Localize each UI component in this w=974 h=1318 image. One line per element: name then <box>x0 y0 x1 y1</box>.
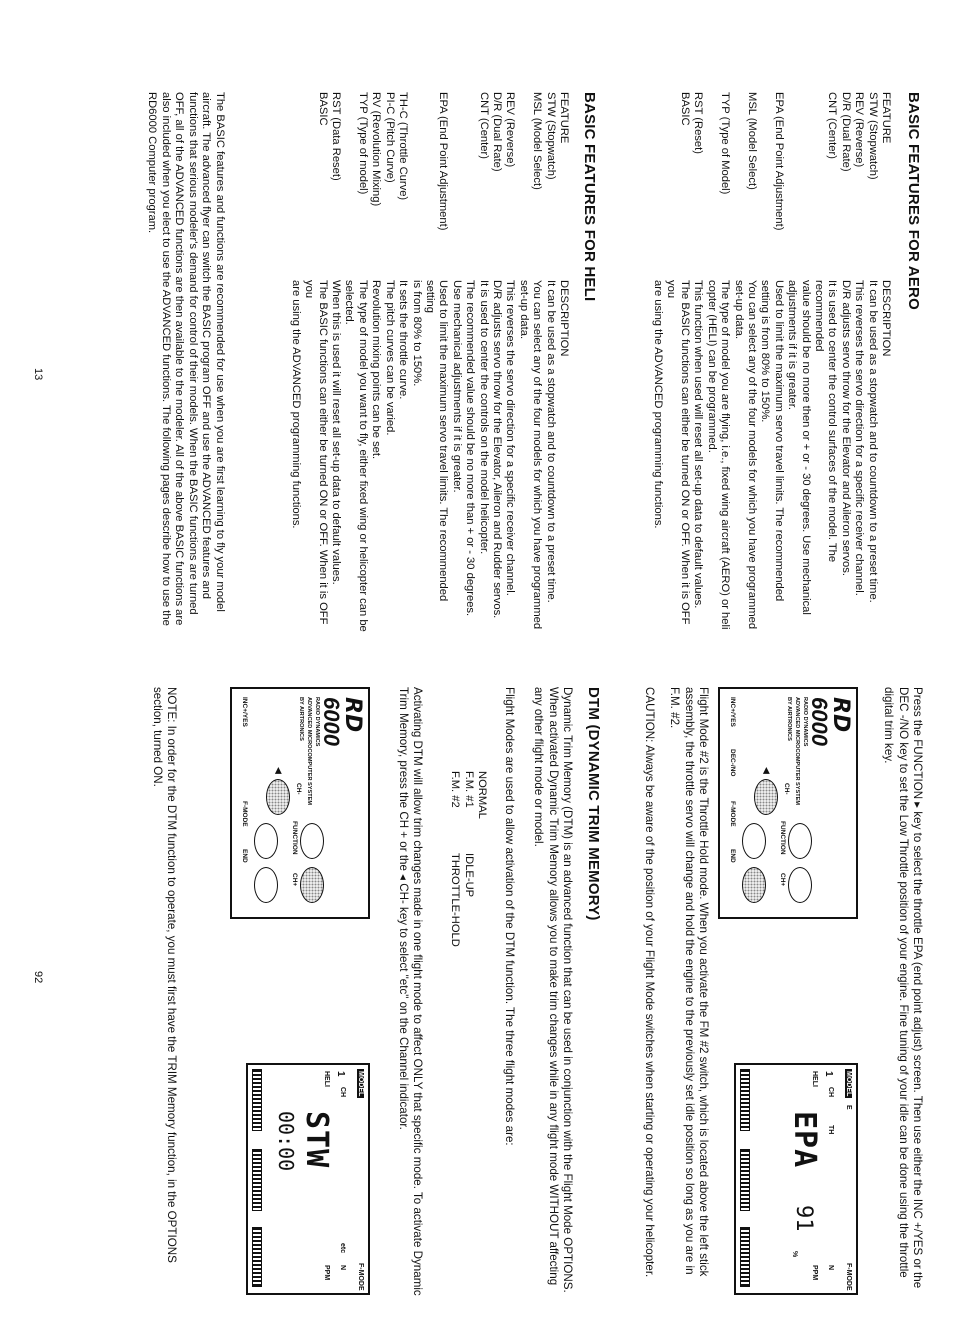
heli-heading: BASIC FEATURES FOR HELI <box>581 92 598 302</box>
function-label: FUNCTION <box>291 821 298 855</box>
feature-name: STW (Stopwatch) <box>866 92 879 180</box>
feature-row <box>288 92 328 632</box>
ch-plus-label: CH+ <box>291 873 298 887</box>
panel-logo: RD <box>828 697 853 733</box>
feature-row <box>342 92 369 632</box>
feature-name: MSL (Model Select) <box>745 92 758 190</box>
description-line: are using the ADVANCED programming functions. <box>652 280 665 529</box>
ch-minus-label: CH- <box>295 783 302 795</box>
panel2-sub1: ADVANCED MICROCOMPUTER SYSTEM <box>306 697 312 806</box>
lcd2-one: 1 <box>335 1071 346 1077</box>
lcd2-ppm-label: PPM <box>323 1265 330 1281</box>
ch-minus-button[interactable] <box>266 779 290 815</box>
feature-description <box>852 280 865 632</box>
description-line: setting is from 80% to 150%. <box>759 280 772 423</box>
flight-mode-name: F.M. #2 <box>449 771 462 808</box>
function-up-button[interactable] <box>788 823 812 859</box>
lcd2-n-label: N <box>339 1265 346 1271</box>
description-line: This reverses the servo direction for a specific receiver channel. <box>853 280 866 596</box>
lcd2-heli-label: HELI <box>323 1071 330 1087</box>
lcd2-value: 00:00 <box>274 1111 298 1172</box>
lcd1-trim-bar-3 <box>740 1227 750 1287</box>
feature-name: D/R (Dual Rate) <box>490 92 503 172</box>
feature-name: EPA (End Point Adjustment) <box>772 92 785 231</box>
panel2-brand: RADIO DYNAMICS <box>314 697 320 747</box>
flight-mode-name: NORMAL <box>476 771 488 819</box>
description-line: adjustments if it is greater. <box>786 280 799 410</box>
description-line: It is used to center the controls on the model helicopter. <box>477 280 490 555</box>
feature-name: RST (Reset) <box>692 92 705 154</box>
intro-paragraph: Press the FUNCTION ▸ key to select the throttle EPA (end point adjust) screen. Then use either the INC +/YES or the DEC -/NO key to set the Low Throttle position of your engine. Fine tuning of your idle can be done using the throttle digital trim key. <box>882 687 924 1289</box>
lcd1-heli-label: HELI <box>811 1071 818 1087</box>
feature-name: TYP (Type of model) <box>356 92 369 195</box>
feature-description <box>516 280 543 632</box>
feature-description <box>731 280 758 632</box>
feature-description <box>288 280 328 632</box>
dtm-heading: DTM (DYNAMIC TRIM MEMORY) <box>585 687 602 921</box>
transmitter-panel-2 <box>230 687 370 919</box>
description-line: is from 80% to 150%. <box>410 280 423 387</box>
lcd1-n-label: N <box>827 1265 834 1271</box>
feature-name: CNT (Center) <box>826 92 839 159</box>
panel-sub2: BY AIRTRONICS <box>786 697 792 741</box>
feature-name: D/R (Dual Rate) <box>839 92 852 172</box>
feature-description <box>503 280 516 632</box>
panel2-logo-number: 6000 <box>319 697 344 746</box>
lcd-screen-epa <box>734 1063 858 1295</box>
lcd1-ch-label: CH <box>827 1087 834 1098</box>
flight-mode-value: THROTTLE-HOLD <box>449 853 462 947</box>
description-line: You can select any of the four models for which you have programmed <box>531 280 544 630</box>
feature-name: BASIC <box>678 92 691 126</box>
feature-row <box>704 92 731 632</box>
page-number-92: 92 <box>32 971 44 984</box>
inc-yes-label: INC+/YES <box>729 697 736 727</box>
flight-mode-name: F.M. #1 <box>462 771 475 808</box>
description-line: D/R adjusts servo throw for the Elevator, Aileron and Rudder servos. <box>490 280 503 619</box>
lcd2-trim-bar-1 <box>252 1069 262 1131</box>
lcd2-etc-label: etc <box>339 1243 346 1254</box>
ch-minus-label: CH- <box>783 783 790 795</box>
feature-row <box>758 92 785 632</box>
feature-name: RV (Revolution Mixing) <box>370 92 383 207</box>
feature-row <box>543 92 556 632</box>
feature-row <box>852 92 865 632</box>
ch-plus-button[interactable] <box>300 867 324 903</box>
lcd2-trim-bar-2 <box>252 1149 262 1211</box>
feature-row <box>382 92 395 632</box>
feature-row <box>785 92 839 632</box>
lcd1-ppm-label: PPM <box>811 1265 818 1281</box>
description-line: The recommended value should be no more than + or - 30 degrees. <box>464 280 477 617</box>
panel2-sub2: BY AIRTRONICS <box>298 697 304 741</box>
dec-no-label: DEC-/NO <box>729 749 736 777</box>
inc-yes-label: INC+/YES <box>241 697 248 727</box>
feature-row <box>329 92 342 632</box>
feature-name: TH-C (Throttle Curve) <box>397 92 410 201</box>
function-down-button[interactable] <box>254 823 278 859</box>
feature-name: BASIC <box>316 92 329 126</box>
lcd2-main-text: STW <box>299 1111 334 1169</box>
lcd1-trim-bar-2 <box>740 1149 750 1211</box>
description-line: It can be used as a stopwatch and to countdown to a preset time. <box>866 280 879 603</box>
dtm-paragraph-3: Activating DTM will allow trim changes made in one flight mode to affect ONLY that specific mode. To activate Dynamic Trim Memory, press the CH + or the ◂ CH- key to select "etc" on the Channel indicator. <box>396 687 424 1296</box>
heli-header-description: DESCRIPTION <box>558 280 570 357</box>
heli-table-header <box>557 92 570 632</box>
left-page <box>0 659 974 1318</box>
feature-name: MSL (Model Select) <box>531 92 544 190</box>
lcd2-model-label: MODEL <box>357 1071 364 1097</box>
lcd1-trim-bar-1 <box>740 1069 750 1131</box>
lcd2-fmode-label: F-MODE <box>357 1263 364 1291</box>
lcd-screen-stw <box>246 1063 370 1295</box>
description-line: value should be no more then or + or - 30 degrees. Use mechanical <box>799 280 812 615</box>
feature-name: REV (Reverse) <box>504 92 517 168</box>
description-line: It can be used as a stopwatch and to countdown to a preset time. <box>544 280 557 603</box>
feature-description <box>369 280 382 632</box>
flight-mode-row <box>461 771 474 947</box>
feature-row <box>369 92 382 632</box>
heli-rows <box>288 92 556 632</box>
lcd1-e-label: E <box>845 1105 852 1110</box>
feature-description <box>838 280 851 632</box>
description-line: When this is used it will reset all set-up data to default values. <box>330 280 343 585</box>
feature-description <box>758 280 785 632</box>
dtm-paragraph-1: Dynamic Trim Memory (DTM) is an advanced function that can be used in conjunction with the Flight Mode OPTIONS. When activated Dynamic Trim Memory allows you to make trim changes while in any flight mode WITHOUT affecting any other flight mode or model. <box>532 687 574 1293</box>
flight-mode-row <box>448 771 461 947</box>
function-up-button[interactable] <box>300 823 324 859</box>
description-line: The pitch curves can be varied. <box>383 280 396 436</box>
description-line: This reverses the servo direction for a specific receiver channel. <box>504 280 517 596</box>
flight-mode-value: IDLE-UP <box>462 853 475 898</box>
page-number-13: 13 <box>32 368 44 381</box>
transmitter-panel-1 <box>718 687 858 919</box>
feature-row <box>396 92 409 632</box>
aero-rows <box>651 92 879 632</box>
description-line: It is used to center the control surfaces of the model. The recommended <box>812 280 839 563</box>
ch-plus-lower-button[interactable] <box>254 867 278 903</box>
description-line: The BASIC functions can either be turned ON or OFF. When it is OFF you <box>303 280 329 625</box>
end-label: END <box>729 849 736 863</box>
lcd1-main-text: EPA <box>787 1111 822 1169</box>
function-down-button[interactable] <box>742 823 766 859</box>
note-paragraph: NOTE: In order for the DTM function to operate, you must first have the TRIM Memory function, in the OPTIONS section, turned ON. <box>150 687 178 1263</box>
feature-description <box>342 280 369 632</box>
panel-logo-number: 6000 <box>807 697 832 746</box>
feature-description <box>490 280 503 632</box>
feature-name: STW (Stopwatch) <box>544 92 557 180</box>
aero-heading: BASIC FEATURES FOR AERO <box>905 92 922 310</box>
heli-header-feature: FEATURE <box>558 92 570 144</box>
fmode-label: F-MODE <box>241 801 248 827</box>
description-line: set-up data. <box>732 280 745 340</box>
feature-row <box>516 92 543 632</box>
feature-description <box>543 280 556 632</box>
lcd1-th-label: TH <box>827 1125 834 1135</box>
feature-row <box>503 92 516 632</box>
feature-row <box>490 92 503 632</box>
aero-feature-table <box>651 92 892 632</box>
feature-description <box>382 280 395 632</box>
caution-paragraph: CAUTION: Always be aware of the position of your Flight Mode switches when starting or operating your helicopter. <box>643 687 656 1278</box>
feature-row <box>731 92 758 632</box>
description-line: Used to limit the maximum servo travel limits. The recommended <box>772 280 785 602</box>
feature-row <box>691 92 704 632</box>
description-line: It sets the throttle curve. <box>397 280 410 400</box>
panel2-logo: RD <box>340 697 365 733</box>
triangle-left-icon: ◀ <box>762 767 772 774</box>
closing-paragraph: The BASIC features and functions are recommended for use when you are first learning to fly your model aircraft. The advanced flyer can switch the BASIC program OFF and use the ADVANCED features and functions that serious modeler's demand for control of their models. When the BASIC functions are turned OFF, all of the ADVANCED functions are then available to the modeler. All of the above BASIC functions are also included when you elect to use the ADVANCED functions. The following pages describe how to use the RD6000 Computer program. <box>146 92 226 626</box>
lcd1-fmode-label: F-MODE <box>845 1263 852 1291</box>
feature-description <box>651 280 691 632</box>
description-line: set-up data. <box>517 280 530 340</box>
aero-header-feature: FEATURE <box>880 92 892 144</box>
lcd1-value: 91 <box>791 1205 816 1232</box>
feature-description <box>329 280 342 632</box>
lcd1-model-label: MODEL <box>845 1071 852 1097</box>
description-line: D/R adjusts servo throw for the Elevator and Aileron servos. <box>839 280 852 576</box>
fmode-label: F-MODE <box>729 801 736 827</box>
feature-name: CNT (Center) <box>477 92 490 159</box>
feature-row <box>651 92 691 632</box>
end-label: END <box>241 849 248 863</box>
lcd2-trim-bar-3 <box>252 1227 262 1287</box>
feature-name: EPA (End Point Adjustment) <box>437 92 450 231</box>
description-line: Revolution mixing points can be set. <box>370 280 383 460</box>
ch-plus-label: CH+ <box>779 873 786 887</box>
panel-sub1: ADVANCED MICROCOMPUTER SYSTEM <box>794 697 800 806</box>
description-line: Used to limit the maximum servo travel limits. The recommended setting <box>423 280 450 602</box>
feature-description <box>449 280 489 632</box>
feature-description <box>865 280 878 632</box>
feature-name: PI-C (Pitch Curve) <box>383 92 396 183</box>
aero-table-header <box>879 92 892 632</box>
feature-row <box>449 92 489 632</box>
panel-brand: RADIO DYNAMICS <box>802 697 808 747</box>
description-line: selected. <box>343 280 356 325</box>
feature-row <box>409 92 449 632</box>
flight-mode-list <box>448 771 488 947</box>
description-line: Use mechanical adjustments if it is greater. <box>450 280 463 493</box>
feature-description <box>691 280 704 632</box>
description-line: The type of model you want to fly, either fixed wing or helicopter can be <box>356 280 369 632</box>
description-line: This function when used will reset all set-up data to default values. <box>692 280 705 609</box>
ch-plus-lower-button[interactable] <box>742 867 766 903</box>
feature-description <box>396 280 409 632</box>
feature-row <box>865 92 878 632</box>
lcd2-ch-label: CH <box>339 1087 346 1098</box>
feature-description <box>409 280 449 632</box>
ch-plus-button[interactable] <box>788 867 812 903</box>
feature-name: REV (Reverse) <box>853 92 866 168</box>
triangle-left-icon: ◀ <box>274 767 284 774</box>
feature-row <box>838 92 851 632</box>
heli-feature-table <box>288 92 570 632</box>
lcd1-pct: % <box>791 1251 798 1258</box>
flight-mode-rows <box>448 771 488 947</box>
lcd1-one: 1 <box>823 1071 834 1077</box>
aero-header-description: DESCRIPTION <box>880 280 892 357</box>
description-line: are using the ADVANCED programming functions. <box>289 280 302 529</box>
feature-description <box>704 280 731 632</box>
dtm-paragraph-2: Flight Modes are used to allow activation of the DTM function. The three flight modes are: <box>503 687 516 1146</box>
function-label: FUNCTION <box>779 821 786 855</box>
feature-name: TYP (Type of Model) <box>719 92 732 195</box>
description-line: The BASIC functions can either be turned ON or OFF. When it is OFF you <box>665 280 691 625</box>
feature-name: RST (Data Reset) <box>330 92 343 181</box>
description-line: copter (HELI) can be programmed. <box>705 280 718 453</box>
fm2-paragraph: Flight Mode #2 is the Throttle Hold mode. When you activate the FM #2 switch, which is located above the left stick assembly, the throttle servo will change and hold the engine to the previously set idle position so long as you are in F.M. #2. <box>668 687 710 1277</box>
description-line: You can select any of the four models for which you have programmed <box>745 280 758 630</box>
ch-minus-button[interactable] <box>754 779 778 815</box>
flight-mode-row <box>475 771 488 947</box>
description-line: The type of model you are flying, i.e., fixed wing aircraft (AERO) or heli <box>719 280 732 630</box>
feature-description <box>785 280 839 632</box>
